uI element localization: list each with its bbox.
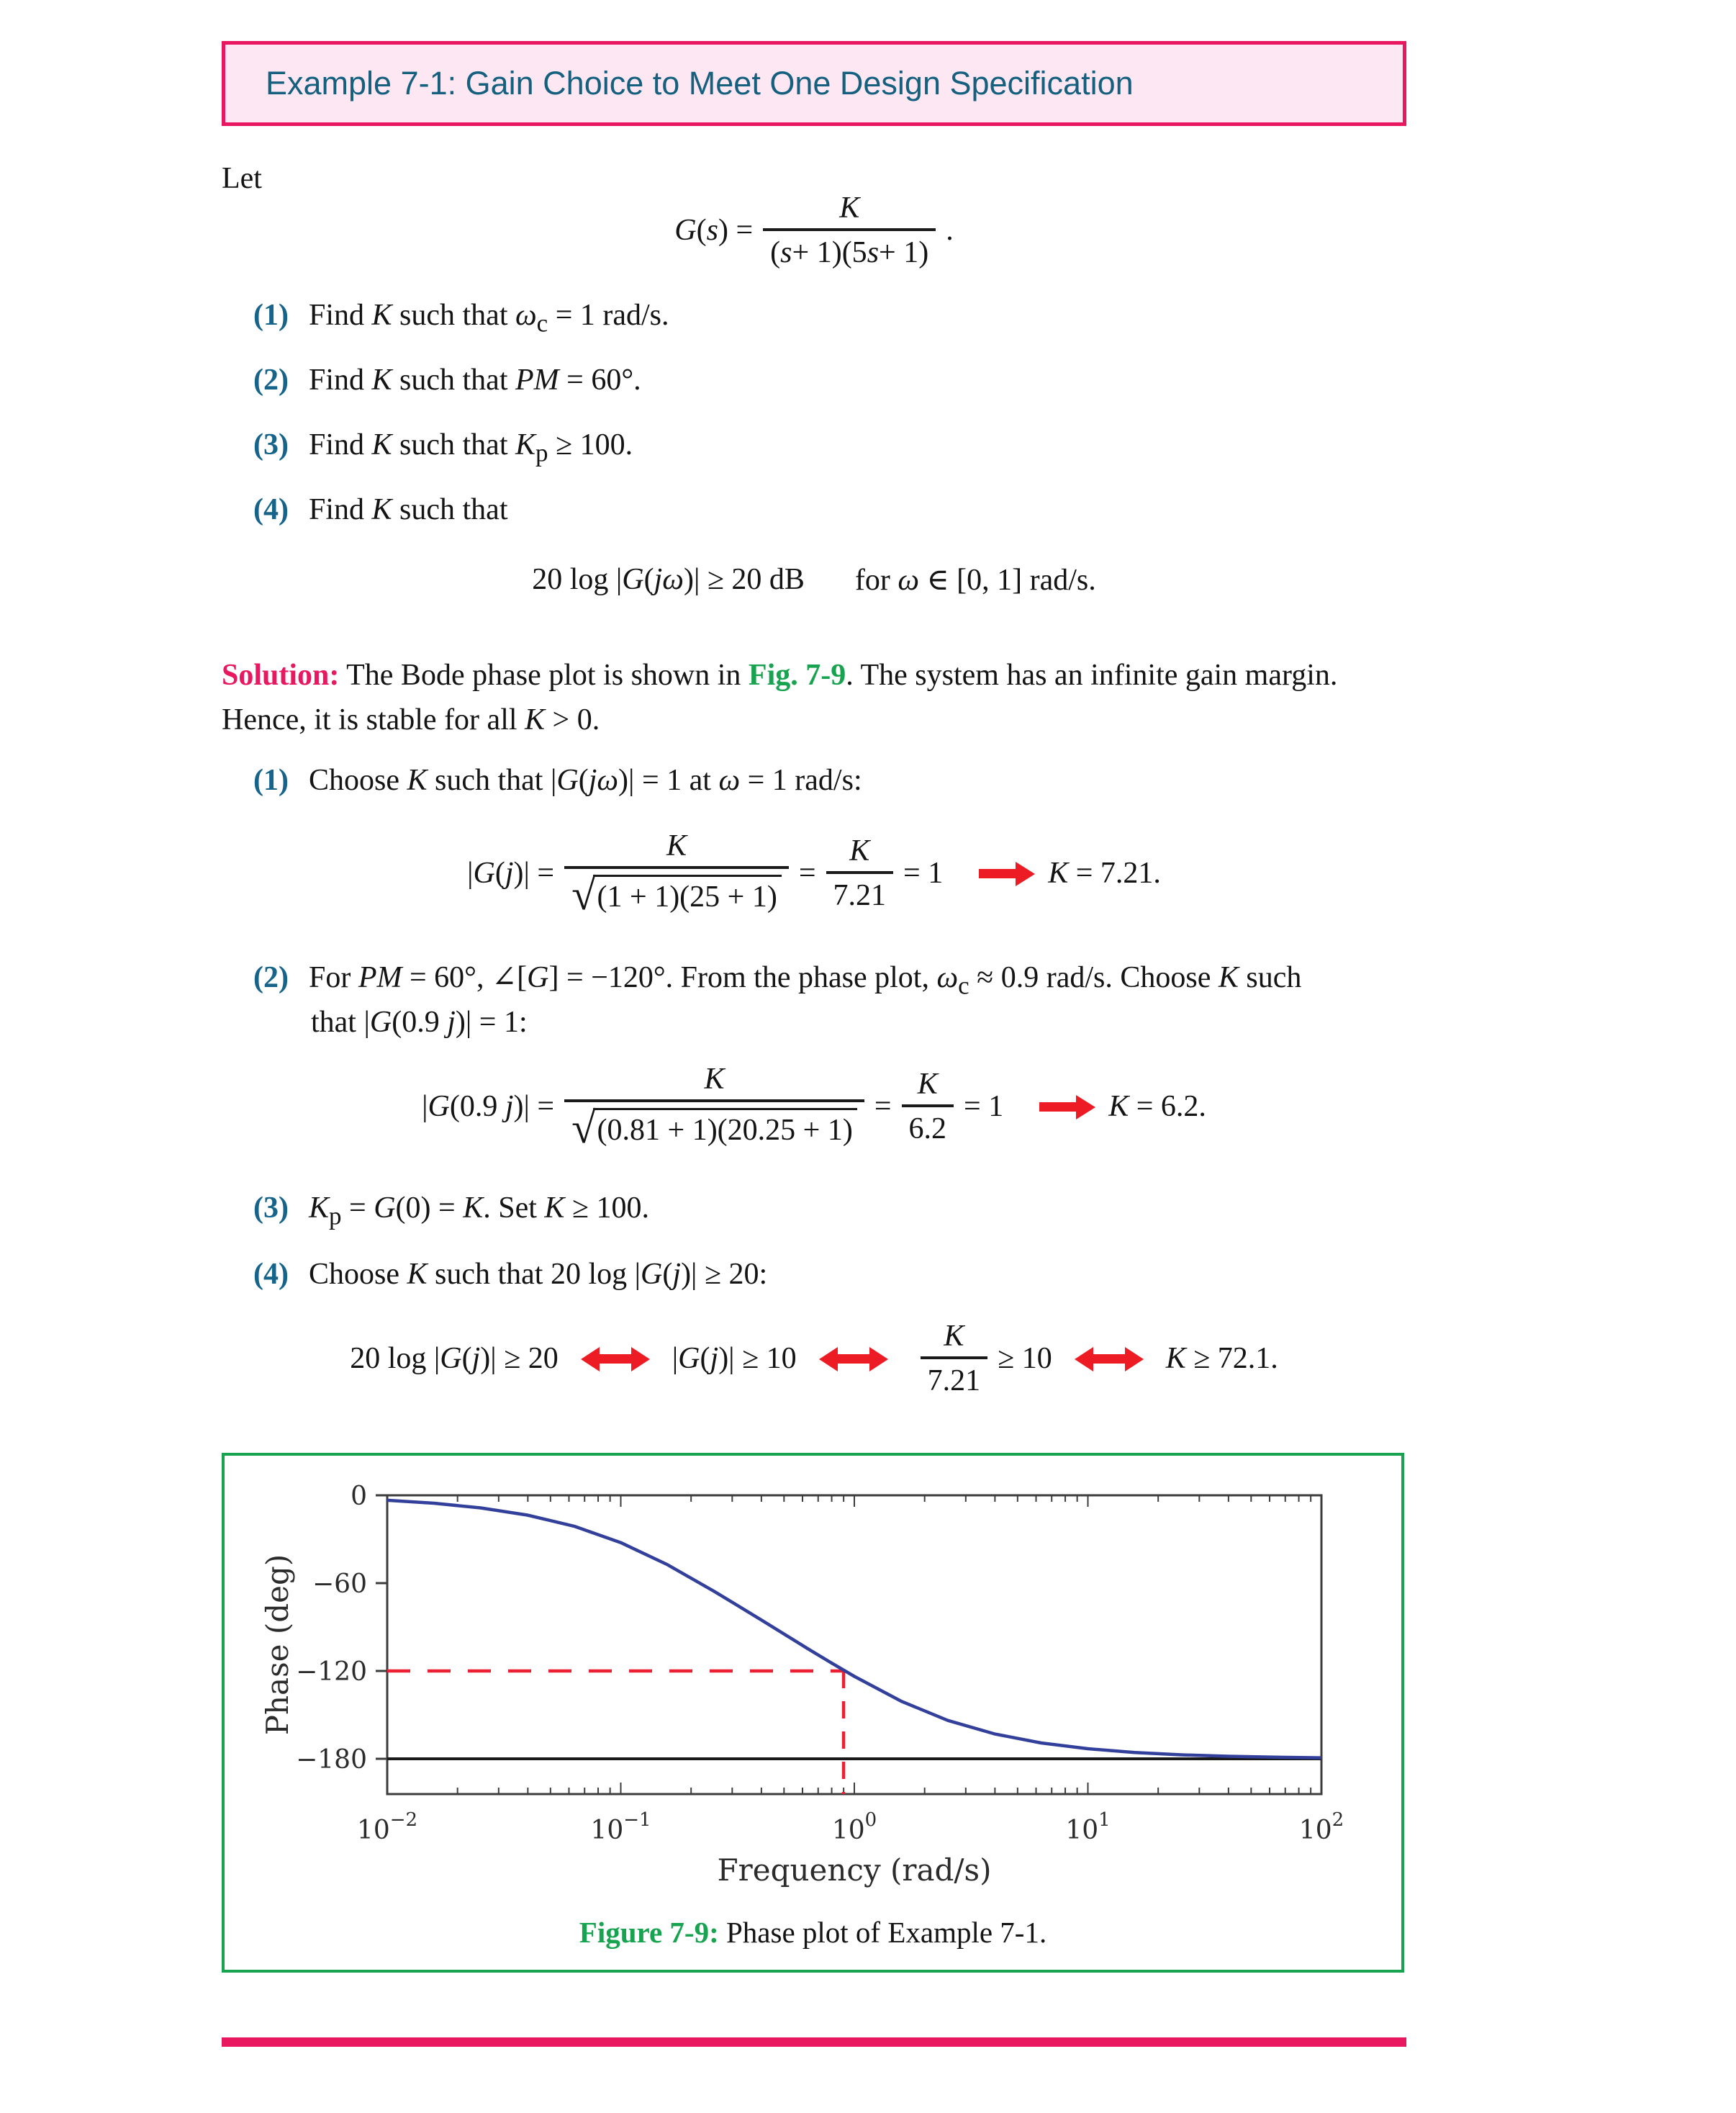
spec-right: for ω ∈ [0, 1] rad/s. <box>854 564 1096 597</box>
radicand: (0.81 + 1)(20.25 + 1) <box>593 1108 857 1150</box>
equals-one: = 1 <box>903 857 944 890</box>
problem-number: (3) <box>253 428 289 461</box>
problem-number: (2) <box>253 364 289 397</box>
step-1 <box>253 762 862 800</box>
sqrt-sign: √ <box>571 1104 596 1153</box>
spec-equation <box>222 551 1406 608</box>
chain-equation <box>222 1305 1406 1413</box>
step-text: For PM = 60°, ∠[G] = −120°. From the phase plot, $\omega_c \approx 0.9$ rad/s. Choose K such <box>308 961 1302 1000</box>
example-title: Example 7-1: Gain Choice to Meet One Design Specification <box>266 65 1134 102</box>
numerator: K <box>704 1063 725 1096</box>
problem-text: Find K such that $K_p \ge 100$. <box>308 428 633 467</box>
fraction <box>564 1063 864 1153</box>
solution-line-1 <box>222 657 1337 695</box>
step-4 <box>253 1256 767 1294</box>
problem-text: Find K such that PM = 60°. <box>308 364 641 397</box>
example-title-box <box>222 41 1406 126</box>
iff-arrow-icon <box>1093 1354 1126 1364</box>
x-axis-label: Frequency (rad/s) <box>717 1852 992 1888</box>
problem-number: (1) <box>253 299 289 332</box>
x-tick-label: $10^1$ <box>1065 1809 1111 1845</box>
step-2-line-2: that |G(0.9 j)| = 1: <box>311 1006 528 1039</box>
plot-frame <box>387 1495 1321 1794</box>
solution-text-a: The Bode phase plot is shown in <box>339 659 749 692</box>
tf-denominator: ( s + 1)(5 s + 1) <box>763 228 936 269</box>
problem-number: (4) <box>253 493 289 526</box>
result: K = 6.2. <box>1108 1090 1206 1123</box>
figure-reference: Fig. 7-9 <box>748 659 846 692</box>
sqrt-sign: √ <box>571 871 596 920</box>
y-tick-label: −180 <box>296 1745 367 1775</box>
implies-arrow-icon <box>1039 1102 1077 1112</box>
chain-part-3: ≥ 10 <box>998 1342 1052 1375</box>
solution-text-b: . The system has an infinite gain margin. <box>846 659 1338 692</box>
x-tick-label: $10^2$ <box>1298 1809 1344 1845</box>
fraction <box>826 835 894 911</box>
figure-caption <box>225 1915 1401 1950</box>
denominator: 6.2 <box>902 1104 954 1145</box>
step-1-equation <box>222 812 1406 934</box>
step-2-line-1 <box>253 959 1301 1001</box>
tf-numerator: K <box>839 191 860 225</box>
numerator: K <box>917 1067 938 1101</box>
y-tick-label: −120 <box>296 1657 367 1687</box>
numerator: K <box>666 829 687 863</box>
solution-label: Solution: <box>222 659 340 692</box>
implies-arrow-icon <box>979 869 1016 878</box>
equals: = <box>874 1090 892 1123</box>
step-text: Choose K such that |G(jω)| = 1 at ω = 1 rad/s: <box>308 764 862 797</box>
phase-plot <box>225 1456 1407 1975</box>
tf-lhs: G(s) = <box>674 214 754 247</box>
iff-arrow-icon <box>599 1354 632 1364</box>
problem-text: Find K such that $\omega_c = 1$ rad/s. <box>308 299 669 338</box>
fraction <box>564 829 789 920</box>
numerator: K <box>944 1319 964 1353</box>
fraction <box>902 1068 954 1145</box>
equals-one: = 1 <box>964 1090 1004 1123</box>
denominator <box>564 1099 864 1153</box>
y-tick-label: 0 <box>351 1482 367 1511</box>
y-axis-label: Phase (deg) <box>260 1554 295 1736</box>
result: K = 7.21. <box>1048 857 1161 890</box>
figure-box <box>222 1453 1404 1973</box>
step-2-equation <box>222 1045 1406 1168</box>
sqrt <box>571 1104 857 1153</box>
denominator: 7.21 <box>826 871 894 911</box>
iff-arrow-icon <box>837 1354 870 1364</box>
step-text: $K_p = G(0) = K$. Set K ≥ 100. <box>308 1191 649 1230</box>
tf-period: . <box>946 214 954 247</box>
bottom-rule <box>222 2037 1406 2047</box>
let-label: Let <box>222 162 262 195</box>
phase-curve <box>387 1500 1321 1758</box>
denominator: 7.21 <box>921 1356 988 1397</box>
problem-item-4 <box>253 491 508 529</box>
chain-part-4: K ≥ 72.1. <box>1165 1342 1278 1375</box>
step-3 <box>253 1189 649 1232</box>
problem-text: Find K such that <box>308 493 508 526</box>
fraction <box>921 1320 988 1397</box>
spec-left: 20 log |G(jω)| ≥ 20 dB <box>532 563 805 596</box>
radicand: (1 + 1)(25 + 1) <box>593 875 782 916</box>
eq-lhs: |G(0.9 j)| = <box>422 1090 555 1123</box>
problem-item-1 <box>253 297 669 339</box>
solution-line-2: Hence, it is stable for all K > 0. <box>222 703 600 736</box>
chain-part-2: |G(j)| ≥ 10 <box>672 1342 797 1375</box>
denominator <box>564 866 789 920</box>
figure-caption-text: Phase plot of Example 7-1. <box>718 1916 1047 1949</box>
transfer-function-equation <box>222 173 1406 288</box>
equals: = <box>798 857 816 890</box>
numerator: K <box>849 834 870 868</box>
x-tick-label: $10^{-1}$ <box>590 1809 651 1845</box>
problem-item-3 <box>253 426 633 469</box>
chain-part-1: 20 log |G(j)| ≥ 20 <box>350 1342 559 1375</box>
x-tick-label: $10^{-2}$ <box>356 1809 418 1845</box>
figure-caption-label: Figure 7-9: <box>579 1916 719 1949</box>
step-number: (1) <box>253 764 289 797</box>
step-number: (3) <box>253 1191 289 1225</box>
step-number: (4) <box>253 1258 289 1291</box>
problem-item-2 <box>253 361 641 400</box>
eq-lhs: |G(j)| = <box>467 857 555 890</box>
step-number: (2) <box>253 961 289 994</box>
x-tick-label: $10^0$ <box>831 1809 877 1845</box>
y-tick-label: −60 <box>312 1569 367 1599</box>
tf-fraction <box>763 192 936 269</box>
sqrt <box>571 871 782 920</box>
step-text: Choose K such that 20 log |G(j)| ≥ 20: <box>308 1258 768 1291</box>
